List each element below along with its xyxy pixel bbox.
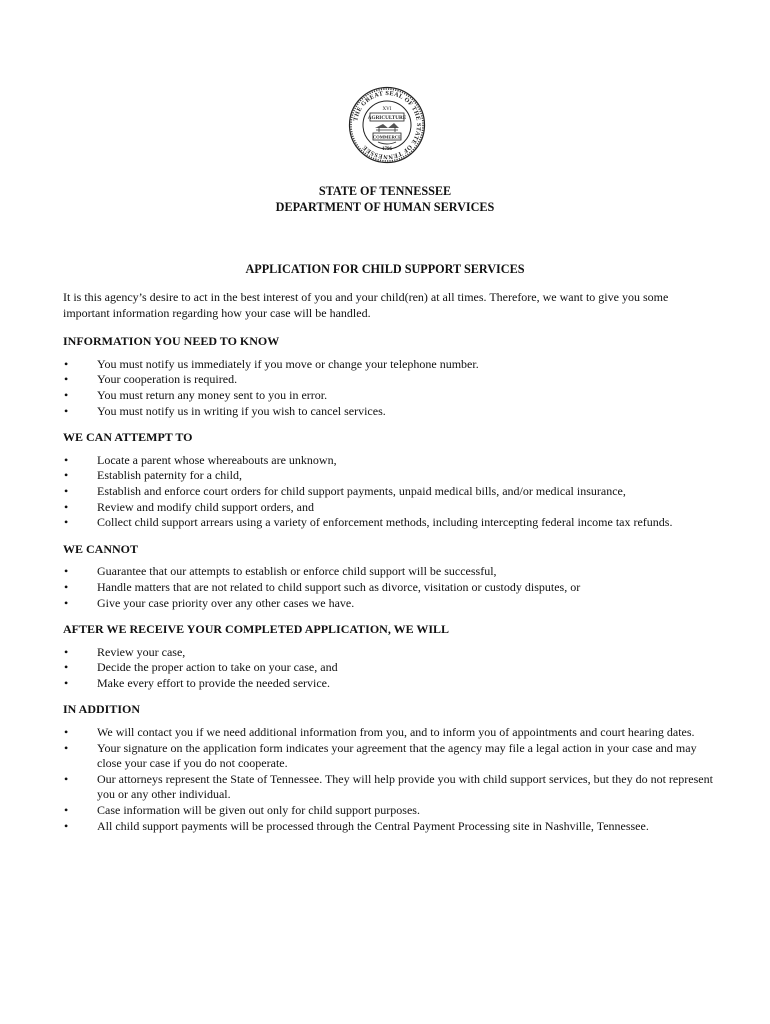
bullet-list <box>63 453 713 531</box>
bullet-icon: • <box>64 675 69 690</box>
document-body <box>63 290 713 845</box>
bullet-list <box>63 357 713 419</box>
list-item <box>63 741 713 772</box>
bullet-icon: • <box>64 515 69 530</box>
bullet-icon: • <box>64 499 69 514</box>
bullet-icon: • <box>64 740 69 755</box>
bullet-icon: • <box>64 564 69 579</box>
bullet-icon: • <box>64 818 69 833</box>
list-item-text: Locate a parent whose whereabouts are unknown, <box>97 452 337 467</box>
list-item-text: Give your case priority over any other cases we have. <box>97 595 355 610</box>
bullet-icon: • <box>64 356 69 371</box>
header-department: DEPARTMENT OF HUMAN SERVICES <box>275 200 495 214</box>
list-item-text: Decide the proper action to take on your case, and <box>97 660 338 675</box>
section-in-addition <box>63 702 713 834</box>
bullet-icon: • <box>64 771 69 786</box>
section-information <box>63 334 713 419</box>
list-item <box>63 564 713 580</box>
section-heading: AFTER WE RECEIVE YOUR COMPLETED APPLICATION, WE WILL <box>63 622 450 637</box>
state-seal-icon <box>348 86 426 164</box>
list-item <box>63 468 713 484</box>
list-item-text: Handle matters that are not related to child support such as divorce, visitation or custody disputes, or <box>97 579 581 594</box>
bullet-icon: • <box>64 644 69 659</box>
seal-banner-commerce: COMMERCE <box>372 134 402 140</box>
list-item <box>63 676 713 692</box>
bullet-icon: • <box>64 452 69 467</box>
list-item-text: Review and modify child support orders, and <box>97 499 314 514</box>
list-item-text: All child support payments will be processed through the Central Payment Processing site in Nashville, Tennessee. <box>97 818 649 833</box>
bullet-icon: • <box>64 725 69 740</box>
section-can-attempt <box>63 430 713 531</box>
list-item <box>63 803 713 819</box>
bullet-icon: • <box>64 579 69 594</box>
list-item-text: Our attorneys represent the State of Tennessee. They will help provide you with child support services, but they do not represent you or any other individual. <box>97 771 713 802</box>
list-item-text: Guarantee that our attempts to establish or enforce child support will be successful, <box>97 564 497 579</box>
seal-banner-agriculture: AGRICULTURE <box>367 115 407 122</box>
section-cannot <box>63 542 713 611</box>
list-item-text: You must return any money sent to you in error. <box>97 387 328 402</box>
bullet-list <box>63 725 713 834</box>
list-item <box>63 404 713 420</box>
section-heading: WE CAN ATTEMPT TO <box>63 430 193 445</box>
seal-numeral: XVI <box>382 107 392 112</box>
list-item <box>63 515 713 531</box>
seal-year: 1796 <box>382 147 392 152</box>
list-item-text: Establish paternity for a child, <box>97 468 242 483</box>
bullet-icon: • <box>64 483 69 498</box>
list-item <box>63 357 713 373</box>
list-item <box>63 772 713 803</box>
list-item <box>63 596 713 612</box>
list-item <box>63 645 713 661</box>
intro-paragraph: It is this agency’s desire to act in the best interest of you and your child(ren) at all times. Therefore, we want to give you some important information regarding how your case will be handled. <box>63 290 669 320</box>
bullet-icon: • <box>64 803 69 818</box>
list-item-text: Your cooperation is required. <box>97 372 238 387</box>
bullet-icon: • <box>64 403 69 418</box>
header-state: STATE OF TENNESSEE <box>318 184 452 198</box>
list-item-text: Your signature on the application form indicates your agreement that the agency may file a legal action in your case and may close your case if you do not cooperate. <box>97 740 697 771</box>
list-item-text: Case information will be given out only for child support purposes. <box>97 803 420 818</box>
section-heading: WE CANNOT <box>63 541 139 556</box>
bullet-list <box>63 564 713 611</box>
section-after-application <box>63 622 713 691</box>
list-item-text: You must notify us in writing if you wish to cancel services. <box>97 403 386 418</box>
list-item <box>63 819 713 835</box>
bullet-icon: • <box>64 595 69 610</box>
list-item-text: Review your case, <box>97 644 186 659</box>
list-item-text: Make every effort to provide the needed service. <box>97 675 331 690</box>
list-item <box>63 388 713 404</box>
list-item-text: Collect child support arrears using a variety of enforcement methods, including intercepting federal income tax refunds. <box>97 515 673 530</box>
list-item <box>63 453 713 469</box>
list-item <box>63 580 713 596</box>
section-heading: INFORMATION YOU NEED TO KNOW <box>63 334 280 349</box>
list-item <box>63 500 713 516</box>
list-item <box>63 660 713 676</box>
list-item-text: You must notify us immediately if you move or change your telephone number. <box>97 356 479 371</box>
list-item <box>63 484 713 500</box>
list-item-text: We will contact you if we need additional information from you, and to inform you of appointments and court hearing dates. <box>97 725 695 740</box>
bullet-icon: • <box>64 372 69 387</box>
page-title: APPLICATION FOR CHILD SUPPORT SERVICES <box>245 262 525 276</box>
seal-graphic <box>348 86 426 164</box>
list-item <box>63 725 713 741</box>
bullet-icon: • <box>64 660 69 675</box>
bullet-list <box>63 645 713 692</box>
bullet-icon: • <box>64 468 69 483</box>
list-item <box>63 372 713 388</box>
list-item-text: Establish and enforce court orders for child support payments, unpaid medical bills, and/or medical insurance, <box>97 483 626 498</box>
section-heading: IN ADDITION <box>63 702 141 717</box>
bullet-icon: • <box>64 387 69 402</box>
seal-ring-text: THE GREAT SEAL OF THE STATE OF TENNESSEE <box>352 89 423 161</box>
